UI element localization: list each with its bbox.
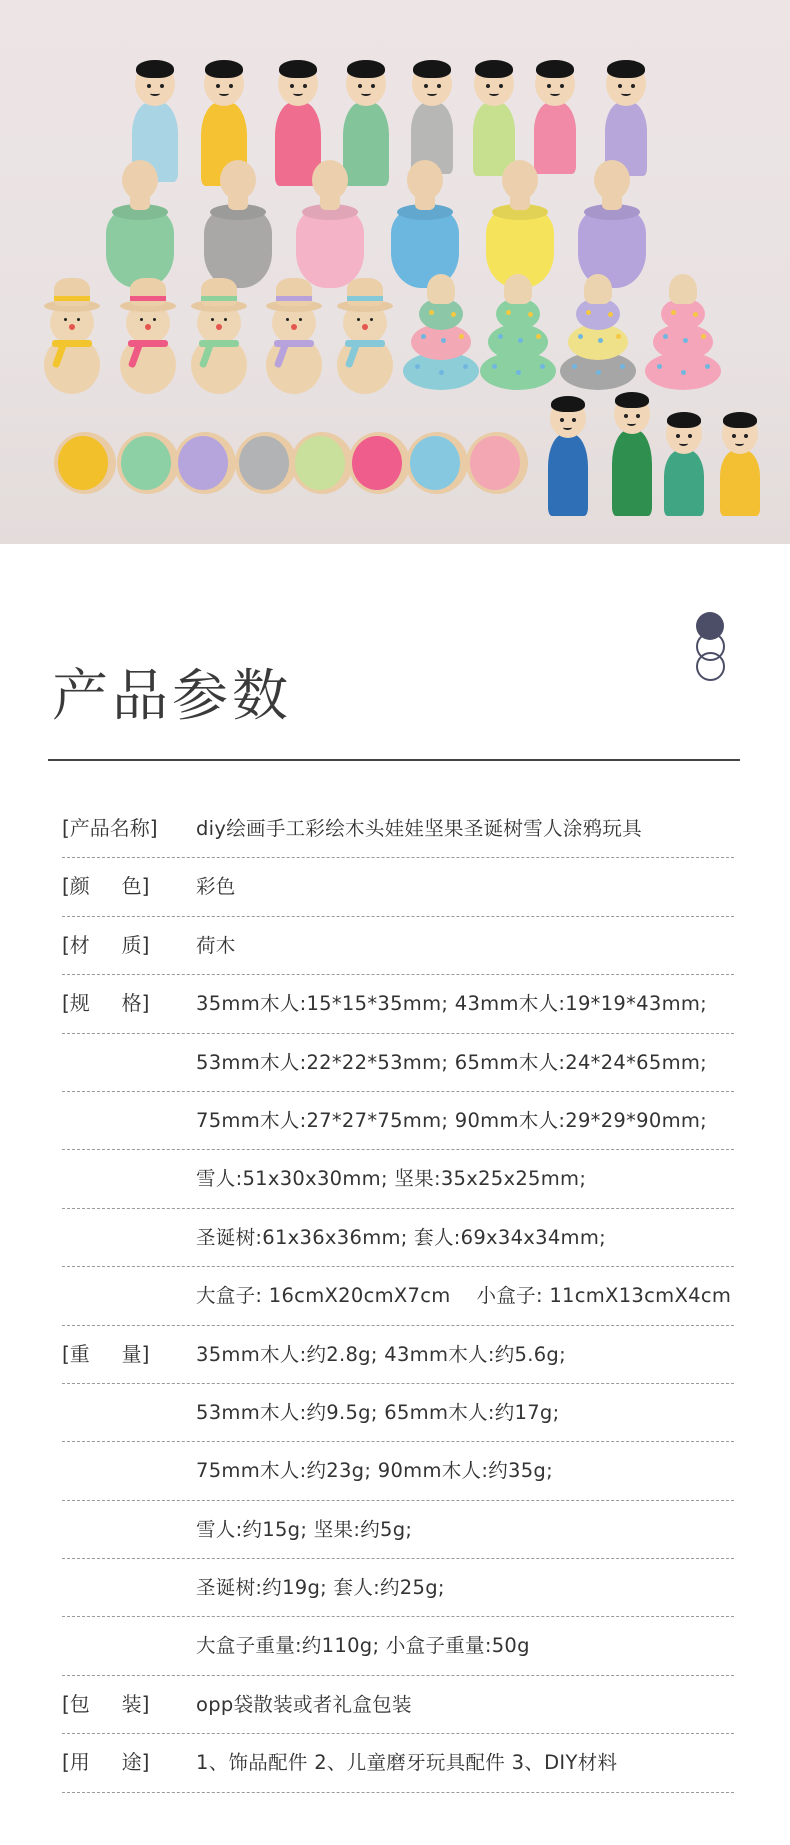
peg-eye [732,434,736,438]
spec-value: opp袋散装或者礼盒包装 [196,1692,412,1716]
spec-value: 雪人:约15g; 坚果:约5g; [196,1517,413,1541]
spec-label: [包 装] [62,1691,150,1716]
peg-hair [723,412,757,428]
tree-dot [598,338,603,343]
peg-body [664,450,704,516]
tree-dot [616,334,621,339]
peg-hair [536,60,574,78]
tree-dot [492,364,497,369]
tree-dot [663,334,668,339]
nest-neck [602,192,622,210]
peg-hair [551,396,585,412]
spec-row [62,1267,734,1325]
peg-eye [676,434,680,438]
nut-cap [58,436,108,490]
peg-eye [547,84,551,88]
spec-table [62,800,734,1793]
snowman-eye [370,318,373,321]
snowman-hat [201,278,237,306]
peg-body [720,450,760,516]
peg-eye [618,84,622,88]
peg-eye [358,84,362,88]
peg-mouth [427,91,437,96]
nut-cap [410,436,460,490]
snowman-eye [211,318,214,321]
tree-top [669,274,697,304]
wooden-christmas-tree [643,268,723,398]
spec-value: 75mm木人:约23g; 90mm木人:约35g; [196,1459,553,1483]
wooden-snowman [185,278,253,398]
tree-dot [657,364,662,369]
spec-row [62,1092,734,1150]
tree-dot [608,312,613,317]
tree-dot [705,364,710,369]
peg-mouth [293,91,303,96]
nest-cup [204,210,272,288]
peg-body [612,430,652,516]
tree-dot [671,310,676,315]
spec-value: 1、饰品配件 2、儿童磨牙玩具配件 3、DIY材料 [196,1751,618,1775]
peg-eye [486,84,490,88]
peg-hair [205,60,243,78]
nest-cup [296,210,364,288]
spec-row [62,1617,734,1675]
peg-hair [347,60,385,78]
peg-hair [475,60,513,78]
small-peg-doll [608,392,656,522]
tree-dot [459,334,464,339]
peg-hair [607,60,645,78]
spec-label: [重 量] [62,1341,150,1366]
peg-eye [229,84,233,88]
spec-value: 大盒子重量:约110g; 小盒子重量:50g [196,1634,530,1658]
spec-row [62,917,734,975]
snowman-hat-band [54,296,90,301]
snowman-eye [357,318,360,321]
wooden-christmas-tree [478,268,558,398]
nest-neck [415,192,435,210]
snowman-hat-band [130,296,166,301]
tree-dot [516,370,521,375]
peg-eye [631,84,635,88]
peg-eye [160,84,164,88]
wooden-nut [291,432,353,494]
snowman-nose [362,324,368,330]
nesting-doll [200,158,276,298]
peg-hair [136,60,174,78]
spec-row [62,1501,734,1559]
peg-mouth [621,91,631,96]
spec-label: [规 格] [62,991,150,1016]
nest-neck [510,192,530,210]
wooden-nut [466,432,528,494]
nut-cap [352,436,402,490]
snowman-eye [224,318,227,321]
spec-value: 雪人:51x30x30mm; 坚果:35x25x25mm; [196,1167,587,1191]
peg-hair [667,412,701,428]
tree-dot [463,364,468,369]
tree-top [584,274,612,304]
peg-mouth [361,91,371,96]
peg-eye [371,84,375,88]
nest-cup [106,210,174,288]
tree-dot [441,338,446,343]
spec-row [62,1209,734,1267]
peg-hair [279,60,317,78]
tree-dot [429,310,434,315]
peg-eye [290,84,294,88]
nut-cap [470,436,520,490]
section-title: 产品参数 [52,664,292,729]
snowman-hat-band [347,296,383,301]
nesting-doll [102,158,178,298]
wooden-snowman [114,278,182,398]
snowman-eye [64,318,67,321]
peg-eye [572,418,576,422]
peg-eye [147,84,151,88]
snowman-nose [291,324,297,330]
spec-value: 35mm木人:15*15*35mm; 43mm木人:19*19*43mm; [196,992,708,1016]
nest-neck [228,192,248,210]
peg-eye [688,434,692,438]
tree-dot [681,370,686,375]
spec-row [62,1150,734,1208]
tree-dot [683,338,688,343]
tree-top [504,274,532,304]
peg-eye [744,434,748,438]
snowman-hat [130,278,166,306]
nut-cap [121,436,171,490]
snowman-nose [69,324,75,330]
spec-row [62,1326,734,1384]
wooden-christmas-tree [558,268,638,398]
peg-eye [499,84,503,88]
spec-value: 荷木 [196,933,236,957]
peg-hair [413,60,451,78]
wooden-nut [348,432,410,494]
spec-row [62,1384,734,1442]
spec-row [62,1676,734,1734]
tree-dot [536,334,541,339]
snowman-hat [276,278,312,306]
peg-eye [216,84,220,88]
title-divider [48,759,740,761]
wooden-nut [235,432,297,494]
peg-mouth [679,441,688,446]
spec-value: 53mm木人:约9.5g; 65mm木人:约17g; [196,1400,560,1424]
peg-mouth [627,421,636,426]
snowman-nose [145,324,151,330]
tree-dot [451,312,456,317]
spec-label: [材 质] [62,932,150,957]
spec-row [62,975,734,1033]
decorative-circles-icon [692,612,732,692]
tree-top [427,274,455,304]
wooden-nut [174,432,236,494]
nest-neck [320,192,340,210]
peg-eye [636,414,640,418]
snowman-nose [216,324,222,330]
spec-value: 彩色 [196,875,236,899]
tree-dot [518,338,523,343]
wooden-nut [54,432,116,494]
product-photo [0,0,790,544]
tree-dot [572,364,577,369]
spec-row [62,1034,734,1092]
spec-row [62,1559,734,1617]
snowman-hat [54,278,90,306]
wooden-snowman [260,278,328,398]
nest-neck [130,192,150,210]
tree-dot [596,370,601,375]
peg-mouth [150,91,160,96]
spec-row [62,1734,734,1792]
tree-dot [421,334,426,339]
wooden-snowman [38,278,106,398]
tree-dot [506,310,511,315]
tree-dot [498,334,503,339]
spec-label: [颜 色] [62,874,150,899]
small-peg-doll [716,412,764,522]
peg-mouth [735,441,744,446]
tree-dot [540,364,545,369]
wooden-nut [406,432,468,494]
peg-eye [624,414,628,418]
tree-dot [415,364,420,369]
spec-row [62,1442,734,1500]
peg-mouth [489,91,499,96]
peg-eye [424,84,428,88]
spec-label: [用 途] [62,1750,150,1775]
spec-value: diy绘画手工彩绘木头娃娃坚果圣诞树雪人涂鸦玩具 [196,817,643,840]
wooden-christmas-tree [401,268,481,398]
peg-eye [560,84,564,88]
tree-dot [578,334,583,339]
tree-dot [701,334,706,339]
snowman-hat-band [276,296,312,301]
spec-value: 圣诞树:61x36x36mm; 套人:69x34x34mm; [196,1225,606,1249]
spec-value: 75mm木人:27*27*75mm; 90mm木人:29*29*90mm; [196,1108,708,1132]
snowman-eye [140,318,143,321]
snowman-eye [77,318,80,321]
peg-eye [560,418,564,422]
spec-value: 35mm木人:约2.8g; 43mm木人:约5.6g; [196,1342,566,1366]
tree-dot [439,370,444,375]
peg-body [548,434,588,516]
nut-cap [295,436,345,490]
peg-mouth [550,91,560,96]
small-peg-doll [660,412,708,522]
wooden-nut [117,432,179,494]
nut-cap [239,436,289,490]
snowman-eye [299,318,302,321]
peg-mouth [563,425,572,430]
spec-label: [产品名称] [62,816,158,840]
spec-row [62,858,734,916]
spec-value: 大盒子: 16cmX20cmX7cm 小盒子: 11cmX13cmX4cm [196,1284,732,1308]
tree-dot [693,312,698,317]
spec-value: 53mm木人:22*22*53mm; 65mm木人:24*24*65mm; [196,1050,708,1074]
spec-row [62,800,734,858]
snowman-hat-band [201,296,237,301]
tree-dot [620,364,625,369]
wooden-snowman [331,278,399,398]
tree-dot [586,310,591,315]
nesting-doll [292,158,368,298]
peg-mouth [219,91,229,96]
peg-hair [615,392,649,408]
tree-dot [528,312,533,317]
peg-eye [303,84,307,88]
snowman-eye [286,318,289,321]
snowman-hat [347,278,383,306]
snowman-eye [153,318,156,321]
spec-value: 圣诞树:约19g; 套人:约25g; [196,1576,445,1600]
peg-eye [437,84,441,88]
small-peg-doll [544,396,592,522]
nut-cap [178,436,228,490]
